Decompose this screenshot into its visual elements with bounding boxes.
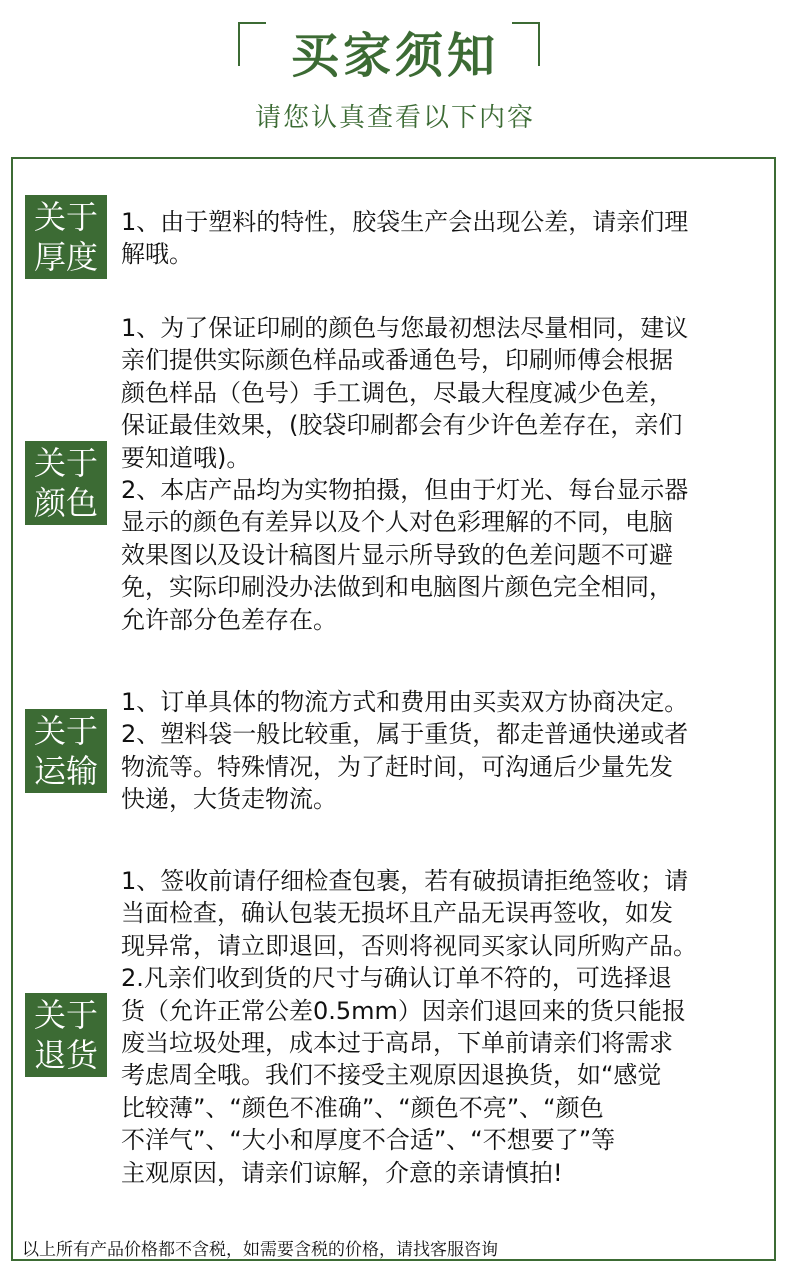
section-text-returns: [121, 865, 781, 1189]
page-title: 买家须知: [290, 28, 499, 84]
text-line: 亲们提供实际颜色样品或番通色号，印刷师傅会根据: [121, 346, 673, 375]
title-frame-top-right: [512, 22, 540, 24]
text-line: 货（允许正常公差0.5mm）因亲们退回来的货只能报: [121, 996, 686, 1025]
text-line: 不洋气”、“大小和厚度不合适”、“不想要了”等: [121, 1126, 616, 1155]
text-line: 比较薄”、“颜色不准确”、“颜色不亮”、“颜色: [121, 1093, 604, 1122]
text-line: 2、本店产品均为实物拍摄，但由于灯光、每台显示器: [121, 476, 689, 505]
text-line: 2、塑料袋一般比较重，属于重货，都走普通快递或者: [121, 720, 689, 749]
section-label-line2: 颜色: [33, 484, 98, 522]
text-line: 1、签收前请仔细检查包裹，若有破损请拒绝签收；请: [121, 867, 689, 895]
text-line: 允许部分色差存在。: [121, 605, 337, 634]
section-label-line1: 关于: [33, 712, 98, 750]
section-label-color: [25, 441, 107, 525]
text-line: 1、为了保证印刷的颜色与您最初想法尽量相同，建议: [121, 314, 689, 342]
text-line: 要知道哦)。: [121, 443, 251, 472]
section-text-thickness: [121, 206, 781, 271]
text-line: 2.凡亲们收到货的尺寸与确认订单不符的，可选择退: [121, 964, 672, 993]
text-line: 当面检查，确认包装无损坏且产品无误再签收，如发: [121, 899, 673, 928]
section-label-line2: 厚度: [33, 238, 98, 276]
text-line: 解哦。: [121, 240, 193, 269]
section-label-shipping: [25, 709, 107, 793]
section-label-line1: 关于: [33, 996, 98, 1034]
section-label-line1: 关于: [33, 444, 98, 482]
text-line: 考虑周全哦。我们不接受主观原因退换货，如“感觉: [121, 1061, 662, 1090]
section-text-shipping: [121, 686, 781, 816]
section-label-returns: [25, 993, 107, 1077]
section-label-line1: 关于: [33, 198, 98, 236]
text-line: 废当垃圾处理，成本过于高昂，下单前请亲们将需求: [121, 1029, 673, 1058]
tax-note: 以上所有产品价格都不含税，如需要含税的价格，请找客服咨询: [22, 1240, 498, 1260]
text-line: 颜色样品（色号）手工调色，尽最大程度减少色差，: [121, 378, 673, 407]
text-line: 快递，大货走物流。: [121, 785, 337, 814]
text-line: 显示的颜色有差异以及个人对色彩理解的不同，电脑: [121, 508, 673, 537]
text-line: 主观原因，请亲们谅解，介意的亲请慎拍!: [121, 1158, 563, 1187]
text-line: 1、由于塑料的特性，胶袋生产会出现公差，请亲们理: [121, 208, 689, 236]
text-line: 效果图以及设计稿图片显示所导致的色差问题不可避: [121, 540, 673, 569]
title-frame-top-left: [238, 22, 266, 24]
section-label-thickness: [25, 195, 107, 279]
page-subtitle: 请您认真查看以下内容: [254, 103, 535, 133]
section-label-line2: 运输: [33, 752, 98, 790]
text-line: 免，实际印刷没办法做到和电脑图片颜色完全相同，: [121, 573, 673, 602]
section-text-color: [121, 312, 781, 636]
text-line: 现异常，请立即退回，否则将视同买家认同所购产品。: [121, 931, 697, 960]
text-line: 物流等。特殊情况，为了赶时间，可沟通后少量先发: [121, 752, 673, 781]
section-label-line2: 退货: [33, 1036, 98, 1074]
text-line: 保证最佳效果，(胶袋印刷都会有少许色差存在，亲们: [121, 411, 683, 440]
text-line: 1、订单具体的物流方式和费用由买卖双方协商决定。: [121, 688, 689, 716]
